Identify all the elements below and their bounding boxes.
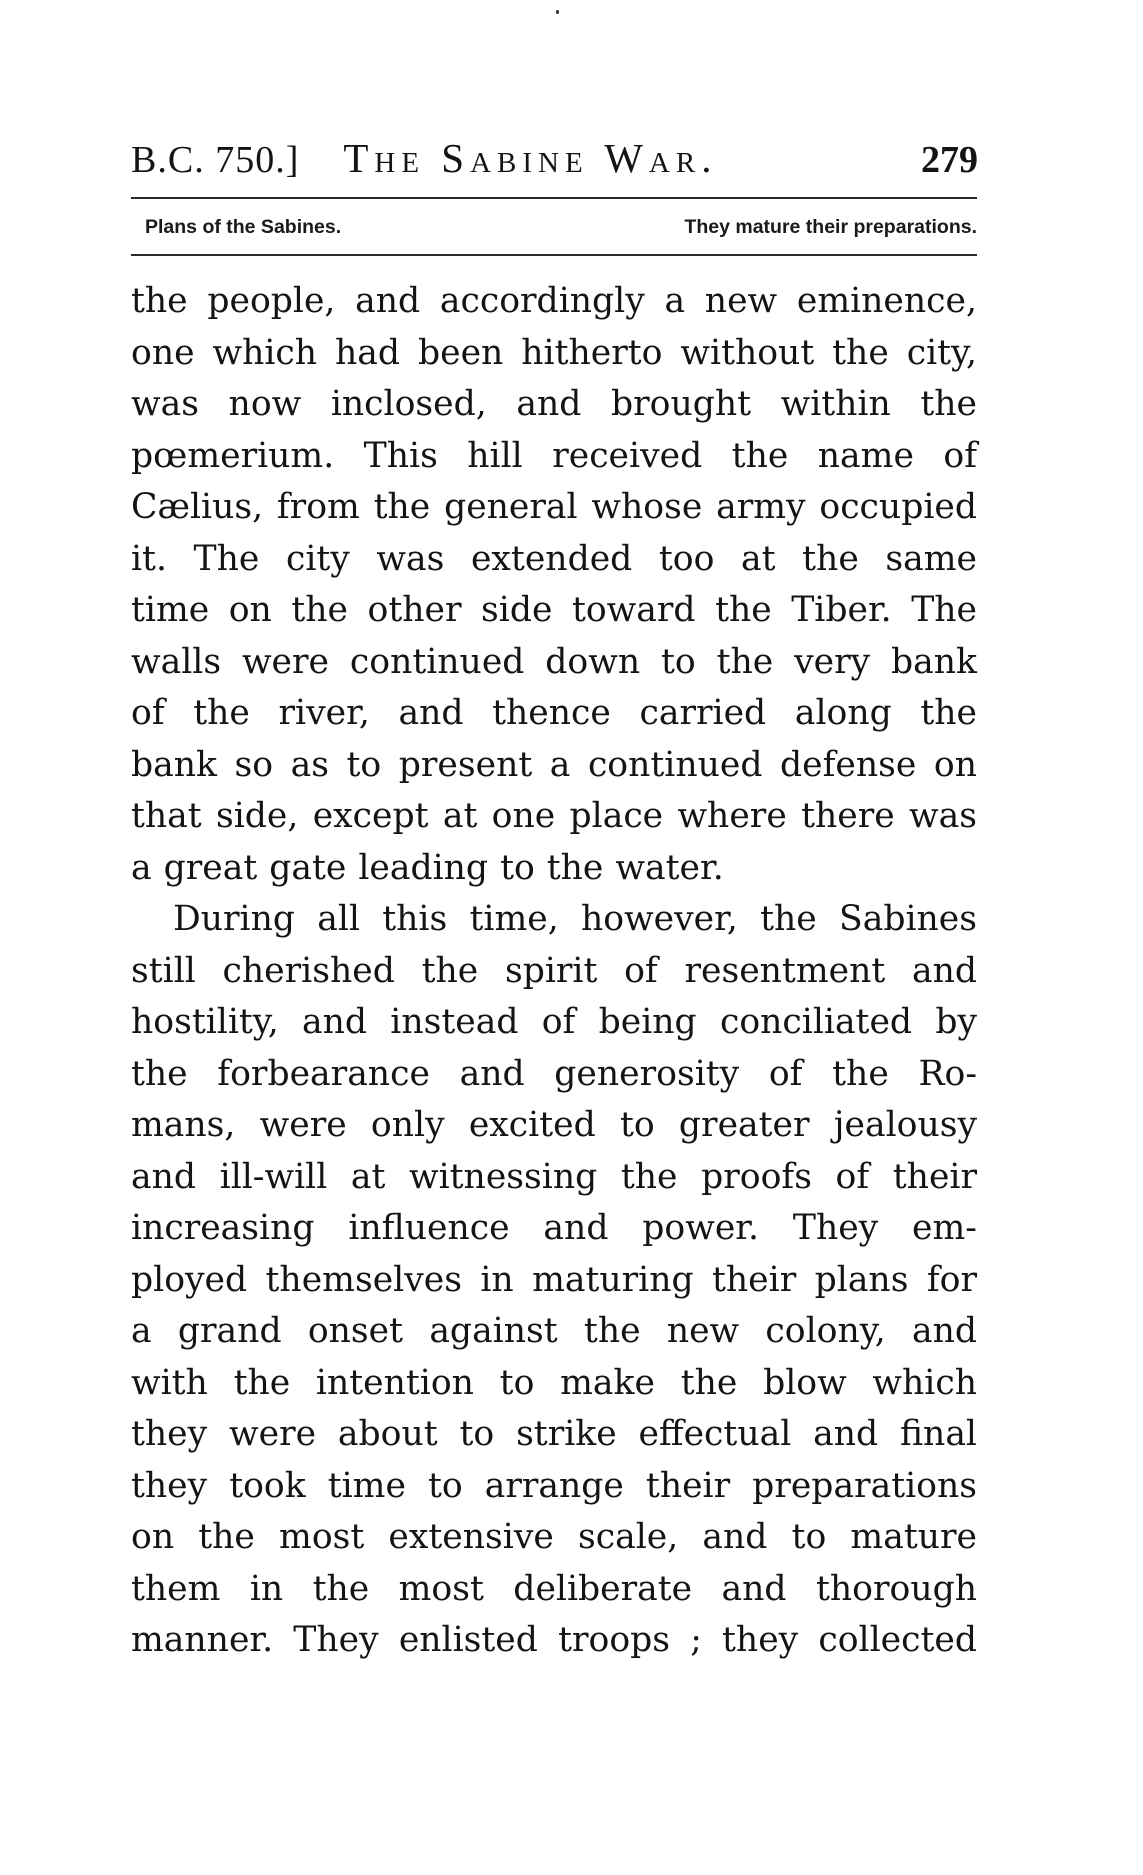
text-line: bank so as to present a continued defense on [131, 744, 977, 785]
text-line: ployed themselves in maturing their plans for [131, 1259, 977, 1300]
header-rule-bottom [131, 254, 977, 256]
body-text [131, 276, 977, 1667]
marginal-headings [145, 211, 977, 243]
text-line: Cælius, from the general whose army occupied [131, 487, 977, 527]
page-number: 279 [921, 139, 978, 181]
text-line: the people, and accordingly a new eminence, [131, 281, 977, 321]
sidenote-right: They mature their preparations. [684, 215, 977, 238]
ink-speck [556, 10, 559, 14]
text-line: it. The city was extended too at the same [131, 538, 977, 579]
text-line: walls were continued down to the very bank [131, 641, 977, 682]
running-head [131, 134, 978, 184]
paragraph-start-line: During all this time, however, the Sabines [173, 899, 977, 939]
text-line: pœmerium. This hill received the name of [131, 435, 977, 476]
text-line: them in the most deliberate and thorough [131, 1568, 977, 1609]
text-line: that side, except at one place where there was [131, 796, 977, 836]
text-line: hostility, and instead of being conciliated by [131, 1002, 977, 1042]
text-line: was now inclosed, and brought within the [131, 384, 977, 424]
text-line: with the intention to make the blow which [131, 1362, 977, 1403]
text-line: one which had been hitherto without the city, [131, 332, 977, 373]
text-line: and ill-will at witnessing the proofs of their [131, 1156, 977, 1197]
text-line: of the river, and thence carried along the [131, 693, 977, 733]
text-line: a grand onset against the new colony, and [131, 1311, 977, 1351]
text-line: on the most extensive scale, and to mature [131, 1517, 977, 1557]
text-line: they were about to strike effectual and final [131, 1414, 977, 1454]
text-line: time on the other side toward the Tiber. The [131, 590, 977, 630]
sidenote-left: Plans of the Sabines. [145, 215, 342, 238]
era-date: B.C. 750.] [131, 139, 300, 181]
text-line: mans, were only excited to greater jealousy [131, 1105, 977, 1145]
text-line: manner. They enlisted troops ; they collected [131, 1620, 977, 1660]
text-line: the forbearance and generosity of the Ro- [131, 1053, 977, 1094]
running-head-left [131, 134, 717, 182]
text-line: increasing influence and power. They em- [131, 1208, 977, 1248]
header-rule-top [131, 197, 977, 199]
paragraph-end-line: a great gate leading to the water. [131, 847, 724, 888]
chapter-title: The Sabine War. [343, 135, 718, 181]
text-line: still cherished the spirit of resentment and [131, 950, 977, 991]
text-line: they took time to arrange their preparations [131, 1465, 977, 1506]
